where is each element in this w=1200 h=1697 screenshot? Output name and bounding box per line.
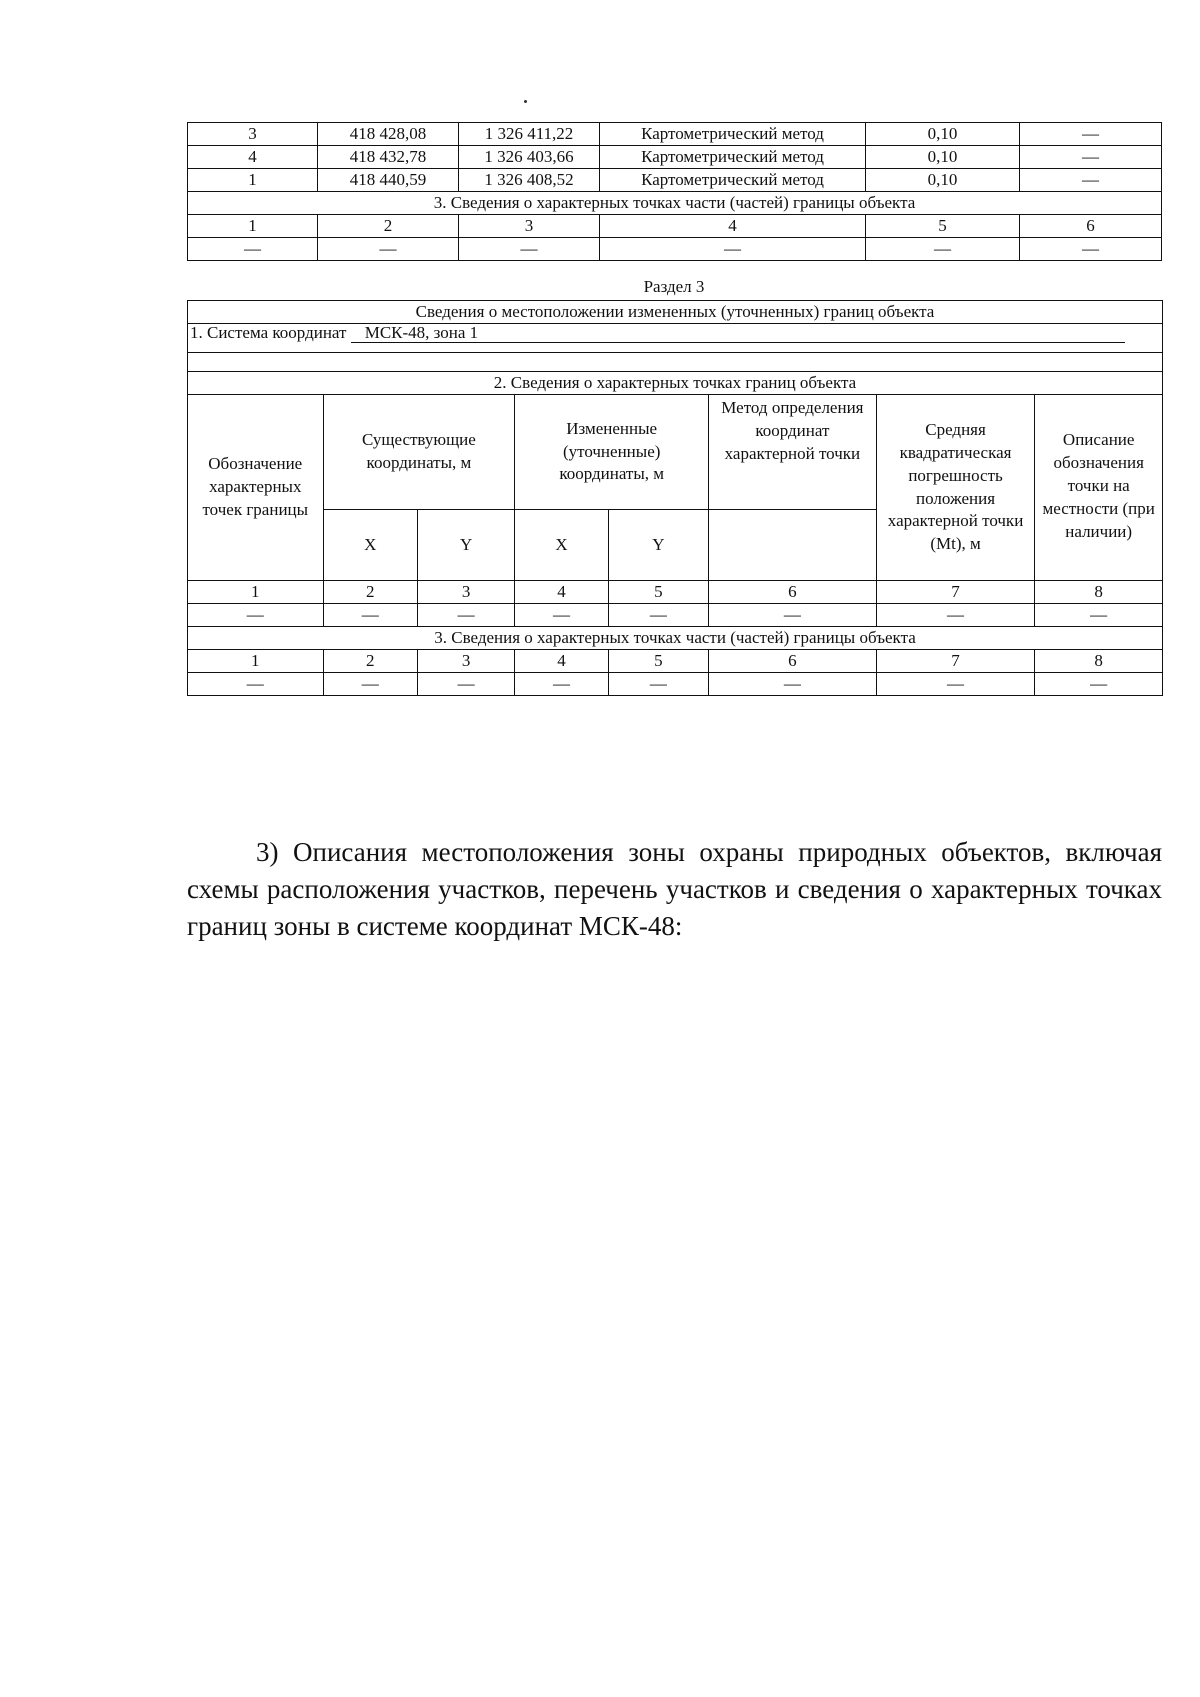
table-cell: — <box>417 673 514 696</box>
header-method: Метод определения координат характерной точки <box>709 395 877 510</box>
column-number: 1 <box>188 650 324 673</box>
table-cell: — <box>866 238 1020 261</box>
column-number: 4 <box>515 581 608 604</box>
table-cell: — <box>1020 146 1162 169</box>
table-cell: — <box>1035 673 1163 696</box>
table-cell: — <box>876 673 1035 696</box>
changed-boundaries-table <box>187 300 1163 696</box>
table-cell: 418 440,59 <box>318 169 459 192</box>
column-number: 6 <box>1020 215 1162 238</box>
table-row <box>188 673 1163 696</box>
column-number: 2 <box>323 650 417 673</box>
part-heading: 3. Сведения о характерных точках части (частей) границы объекта <box>188 627 1163 650</box>
part-heading: 3. Сведения о характерных точках части (частей) границы объекта <box>188 192 1162 215</box>
table-cell: 418 428,08 <box>318 123 459 146</box>
table-cell: — <box>1020 238 1162 261</box>
header-blank <box>709 510 877 581</box>
table-cell: — <box>709 673 877 696</box>
table-row <box>188 650 1163 673</box>
table-title: Сведения о местоположении измененных (уточненных) границ объекта <box>188 301 1163 324</box>
table-cell: Картометрический метод <box>600 146 866 169</box>
table-row <box>188 353 1163 372</box>
header-row <box>188 395 1163 510</box>
column-number: 7 <box>876 650 1035 673</box>
header-changed-coordinates: Измененные (уточненные) координаты, м <box>515 395 709 510</box>
header-x: X <box>515 510 608 581</box>
table-cell: — <box>1020 169 1162 192</box>
table-cell: — <box>515 604 608 627</box>
table-cell: — <box>608 604 708 627</box>
table-cell: Картометрический метод <box>600 169 866 192</box>
table-cell: — <box>1020 123 1162 146</box>
table-cell: 1 <box>188 169 318 192</box>
column-number: 3 <box>417 581 514 604</box>
table-row <box>188 581 1163 604</box>
table-cell: — <box>417 604 514 627</box>
table-cell: — <box>608 673 708 696</box>
column-number: 4 <box>515 650 608 673</box>
table-cell: — <box>600 238 866 261</box>
header-y: Y <box>608 510 708 581</box>
table-row <box>188 604 1163 627</box>
blank-row <box>188 353 1163 372</box>
table-cell: 1 326 411,22 <box>459 123 600 146</box>
table-row <box>188 192 1162 215</box>
column-number: 7 <box>876 581 1035 604</box>
coordinate-system-row <box>188 324 1163 353</box>
table-cell: 418 432,78 <box>318 146 459 169</box>
column-number: 1 <box>188 215 318 238</box>
table-row <box>188 627 1163 650</box>
column-number: 5 <box>608 650 708 673</box>
header-y: Y <box>417 510 514 581</box>
column-number: 8 <box>1035 581 1163 604</box>
table-cell: 0,10 <box>866 123 1020 146</box>
table-cell: 3 <box>188 123 318 146</box>
table-row <box>188 324 1163 353</box>
table-row <box>188 238 1162 261</box>
table-cell: 1 326 408,52 <box>459 169 600 192</box>
table-row <box>188 146 1162 169</box>
table-row <box>188 372 1163 395</box>
table-cell: 0,10 <box>866 169 1020 192</box>
table-cell: — <box>515 673 608 696</box>
header-error: Средняя квадратическая погрешность положения характерной точки (Mt), м <box>876 395 1035 581</box>
body-paragraph: 3) Описания местоположения зоны охраны природных объектов, включая схемы расположения участков, перечень участков и сведения о характерных точках границ зоны в системе координат МСК-48: <box>187 837 1162 941</box>
table-cell: — <box>709 604 877 627</box>
table-cell: — <box>876 604 1035 627</box>
column-number: 5 <box>866 215 1020 238</box>
points-heading: 2. Сведения о характерных точках границ объекта <box>188 372 1163 395</box>
coordinate-system-label: 1. Система координат <box>190 323 347 342</box>
column-number: 2 <box>318 215 459 238</box>
table-row <box>188 301 1163 324</box>
column-number: 3 <box>459 215 600 238</box>
table-cell: — <box>323 673 417 696</box>
table-row <box>188 215 1162 238</box>
table-cell: — <box>459 238 600 261</box>
table-cell: 4 <box>188 146 318 169</box>
coordinate-system-value: МСК-48, зона 1 <box>351 324 1125 343</box>
column-number: 5 <box>608 581 708 604</box>
column-number: 6 <box>709 650 877 673</box>
header-description: Описание обозначения точки на местности (при наличии) <box>1035 395 1163 581</box>
table-row <box>188 123 1162 146</box>
table-cell: Картометрический метод <box>600 123 866 146</box>
column-number: 8 <box>1035 650 1163 673</box>
column-number: 3 <box>417 650 514 673</box>
table-cell: — <box>323 604 417 627</box>
section-title: Раздел 3 <box>643 277 705 296</box>
table-cell: 0,10 <box>866 146 1020 169</box>
column-number: 2 <box>323 581 417 604</box>
table-cell: — <box>188 238 318 261</box>
table-cell: — <box>1035 604 1163 627</box>
column-number: 1 <box>188 581 324 604</box>
table-cell: 1 326 403,66 <box>459 146 600 169</box>
table-row <box>188 169 1162 192</box>
table-cell: — <box>318 238 459 261</box>
header-x: X <box>323 510 417 581</box>
boundary-points-table <box>187 122 1162 261</box>
column-number: 6 <box>709 581 877 604</box>
header-existing-coordinates: Существующие координаты, м <box>323 395 515 510</box>
table-cell: — <box>188 604 324 627</box>
column-number: 4 <box>600 215 866 238</box>
header-designation: Обозначение характерных точек границы <box>188 395 324 581</box>
table-cell: — <box>188 673 324 696</box>
scan-speck <box>524 100 527 103</box>
